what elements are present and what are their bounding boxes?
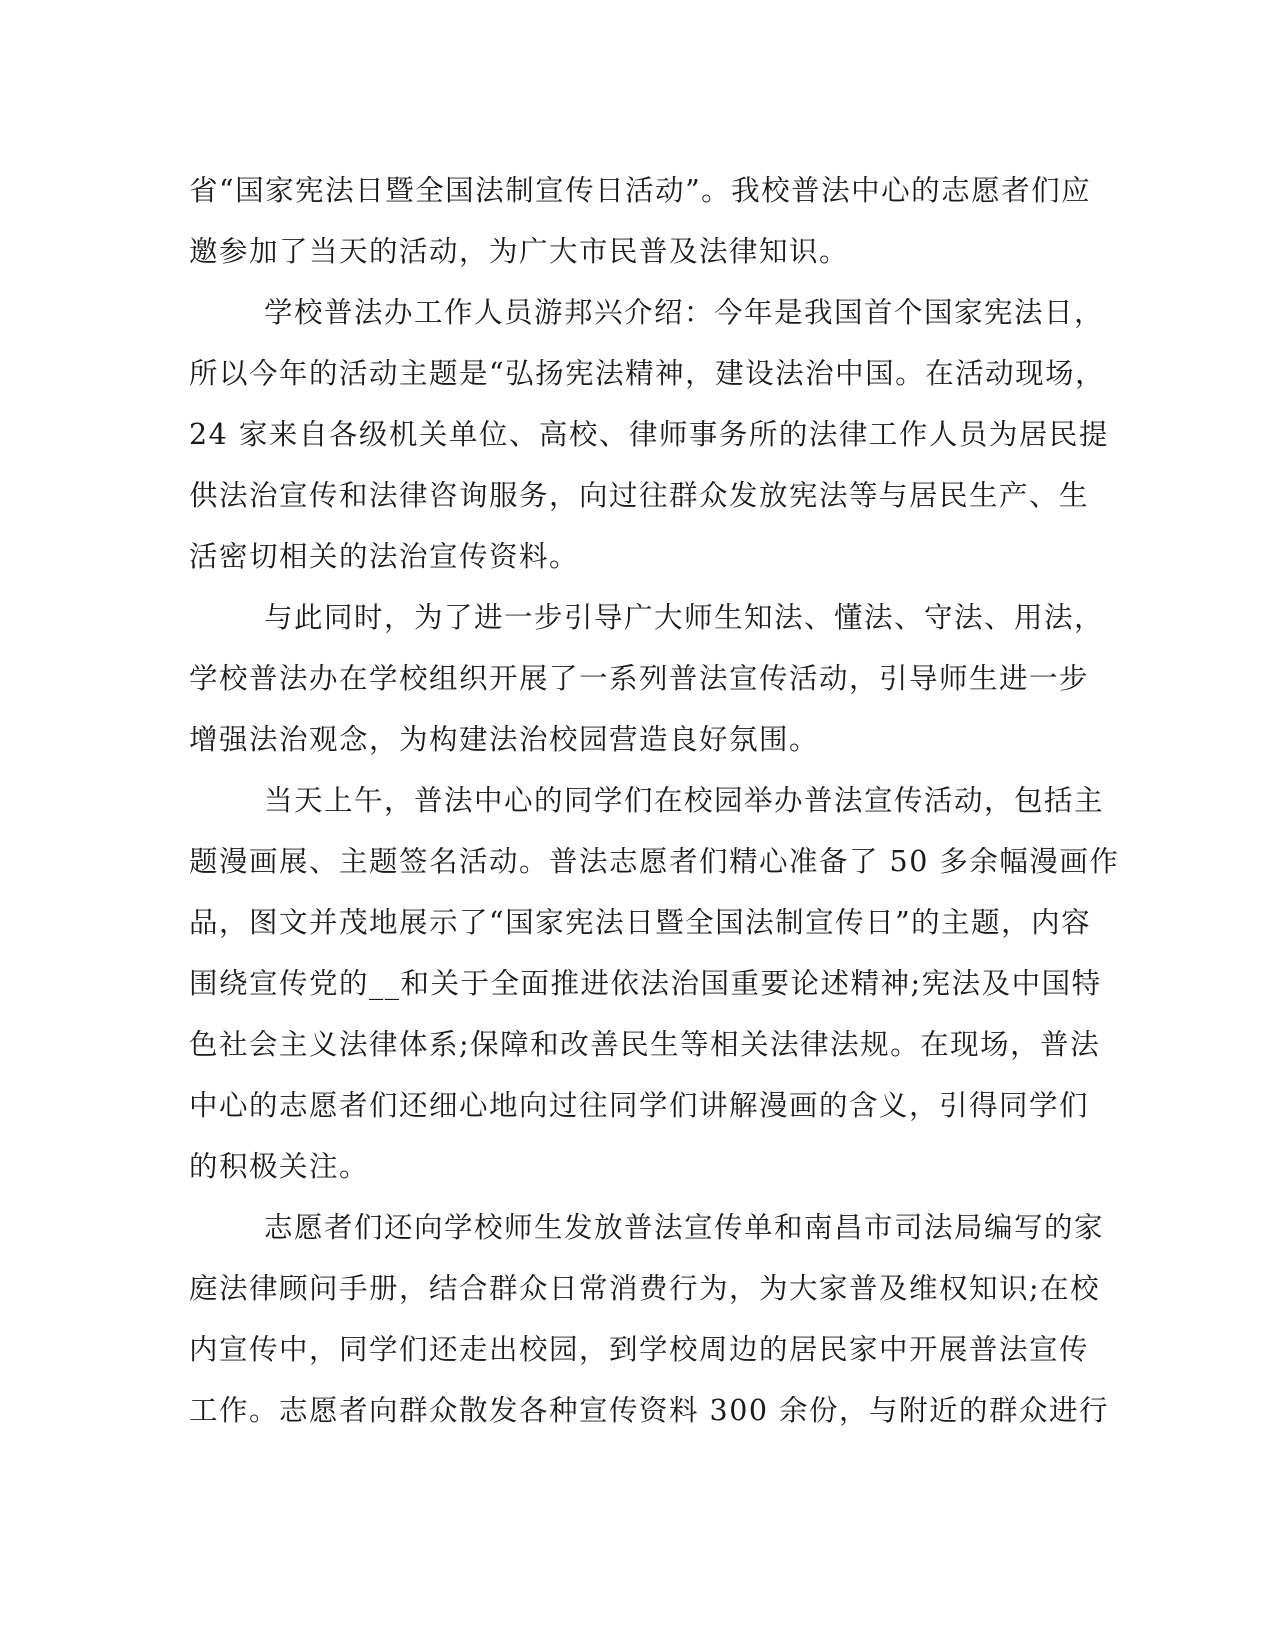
text-line: 工作。志愿者向群众散发各种宣传资料 300 余份，与附近的群众进行 xyxy=(189,1394,1110,1427)
text-line: 供法治宣传和法律咨询服务，向过往群众发放宪法等与居民生产、生 xyxy=(189,479,1090,512)
paragraph-first-line: 学校普法办工作人员游邦兴介绍：今年是我国首个国家宪法日， xyxy=(264,296,1105,329)
text-line: 内宣传中，同学们还走出校园，到学校周边的居民家中开展普法宣传 xyxy=(189,1333,1090,1366)
paragraph-first-line: 当天上午，普法中心的同学们在校园举办普法宣传活动，包括主 xyxy=(264,784,1105,817)
text-line: 增强法治观念，为构建法治校园营造良好氛围。 xyxy=(189,723,820,756)
text-line: 邀参加了当天的活动，为广大市民普及法律知识。 xyxy=(189,235,850,268)
text-line: 的积极关注。 xyxy=(189,1150,370,1183)
text-line: 围绕宣传党的__和关于全面推进依法治国重要论述精神;宪法及中国特 xyxy=(189,967,1102,1000)
text-line: 色社会主义法律体系;保障和改善民生等相关法律法规。在现场，普法 xyxy=(189,1028,1101,1061)
text-line: 省“国家宪法日暨全国法制宣传日活动”。我校普法中心的志愿者们应 xyxy=(189,174,1092,207)
text-line: 庭法律顾问手册，结合群众日常消费行为，为大家普及维权知识;在校 xyxy=(189,1272,1101,1305)
paragraph-first-line: 与此同时，为了进一步引导广大师生知法、懂法、守法、用法， xyxy=(264,601,1105,634)
text-line: 活密切相关的法治宣传资料。 xyxy=(189,540,580,573)
text-line: 学校普法办在学校组织开展了一系列普法宣传活动，引导师生进一步 xyxy=(189,662,1090,695)
text-line: 中心的志愿者们还细心地向过往同学们讲解漫画的含义，引得同学们 xyxy=(189,1089,1090,1122)
text-line: 所以今年的活动主题是“弘扬宪法精神，建设法治中国。在活动现场， xyxy=(189,357,1106,390)
paragraph-first-line: 志愿者们还向学校师生发放普法宣传单和南昌市司法局编写的家 xyxy=(264,1211,1105,1244)
body-text xyxy=(189,160,1120,1441)
text-line: 品，图文并茂地展示了“国家宪法日暨全国法制宣传日”的主题，内容 xyxy=(189,906,1092,939)
text-line: 题漫画展、主题签名活动。普法志愿者们精心准备了 50 多余幅漫画作 xyxy=(189,845,1120,878)
text-line: 24 家来自各级机关单位、高校、律师事务所的法律工作人员为居民提 xyxy=(189,418,1109,451)
